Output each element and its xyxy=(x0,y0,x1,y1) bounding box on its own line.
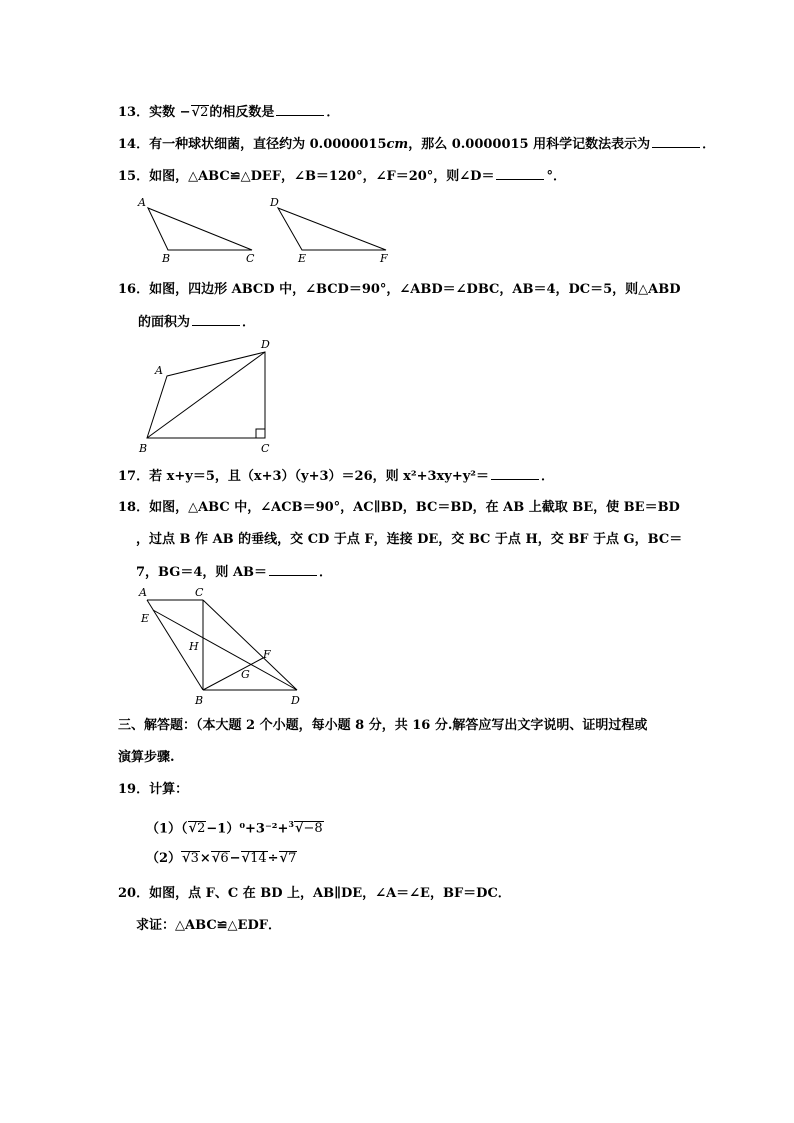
q19-p2-sqrt7: √7 xyxy=(279,851,297,866)
q19-p2-label: （2） xyxy=(146,851,182,866)
section-3-heading xyxy=(118,717,647,735)
question-20-prove xyxy=(136,917,281,935)
q19-p2-sqrt14: √14 xyxy=(241,851,267,866)
question-13 xyxy=(118,103,339,122)
label-c: C xyxy=(195,586,204,599)
question-14 xyxy=(118,135,715,154)
q17-number: 17． xyxy=(118,469,150,484)
q16-line1: 如图，四边形 ABCD 中，∠BCD＝90°，∠ABD＝∠DBC，AB＝4，DC＝5，则△ABD xyxy=(149,282,681,297)
q17-blank xyxy=(491,467,539,480)
triangle-abc xyxy=(148,208,252,250)
q19-number: 19． xyxy=(118,782,150,797)
right-angle-mark xyxy=(256,429,265,438)
q14-number: 14． xyxy=(118,137,150,152)
label-b: B xyxy=(162,252,171,264)
q20-number: 20． xyxy=(118,886,150,901)
q18-line3: 7，BG＝4，则 AB＝ xyxy=(136,565,268,580)
q17-text: 若 x+y＝5，且（x+3）（y+3）＝26，则 x²+3xy+y²＝ xyxy=(149,469,489,484)
q13-pre: 实数 − xyxy=(149,105,191,120)
section-3-line1: 三、解答题：（本大题 2 个小题，每小题 8 分，共 16 分.解答应写出文字说明、证明过程或 xyxy=(118,718,648,733)
q13-sqrt: √2 xyxy=(191,105,209,120)
q13-blank xyxy=(276,103,324,116)
label-b: B xyxy=(139,442,148,455)
label-f: F xyxy=(263,648,271,661)
q14-text: 有一种球状细菌，直径约为 0.0000015 xyxy=(149,137,387,152)
label-h: H xyxy=(189,640,199,653)
question-16 xyxy=(118,281,681,299)
label-a: A xyxy=(139,586,147,599)
q15-blank xyxy=(496,167,544,180)
label-e: E xyxy=(141,612,150,625)
question-18-cont1 xyxy=(136,531,682,549)
label-g: G xyxy=(241,668,250,681)
q19-p1-index: 3 xyxy=(288,819,294,829)
figure-16 xyxy=(135,336,285,458)
q16-number: 16． xyxy=(118,282,150,297)
question-19-part2: （2）√3×√6−√14÷√7 xyxy=(146,851,297,866)
label-c: C xyxy=(261,442,270,455)
triangle-def xyxy=(278,208,386,250)
label-c: C xyxy=(246,252,255,264)
question-18-cont2 xyxy=(136,563,332,582)
q14-unit: cm xyxy=(386,137,409,152)
label-b: B xyxy=(195,694,204,707)
label-d: D xyxy=(291,694,300,707)
question-15 xyxy=(118,167,566,186)
q18-blank xyxy=(269,563,317,576)
label-e: E xyxy=(298,252,307,264)
q14-text2: ，那么 0.0000015 用科学记数法表示为 xyxy=(408,137,651,152)
q19-p1-cbrt: √−8 xyxy=(294,821,323,837)
question-16-cont xyxy=(138,313,255,332)
figure-18 xyxy=(135,584,315,710)
question-17 xyxy=(118,467,554,486)
label-f: F xyxy=(380,252,388,264)
question-19-part1 xyxy=(146,815,324,838)
section-3-heading-cont xyxy=(118,749,175,767)
q20-prove: 求证：△ABC≌△EDF． xyxy=(136,918,281,933)
question-20 xyxy=(118,885,511,903)
diagonal-bd xyxy=(147,352,265,438)
q15-text: 如图，△ABC≌△DEF，∠B＝120°，∠F＝20°，则∠D＝ xyxy=(149,169,495,184)
label-a: A xyxy=(155,364,163,377)
q14-blank xyxy=(652,135,700,148)
q19-p1-rest: −1）⁰+3⁻²+ xyxy=(206,821,289,837)
q19-text: 计算： xyxy=(149,782,189,797)
segment-bf xyxy=(203,658,263,690)
q18-line2: ，过点 B 作 AB 的垂线，交 CD 于点 F，连接 DE，交 BC 于点 H，交 BF 于点 G，BC＝ xyxy=(136,532,683,547)
q13-post: 的相反数是 xyxy=(209,105,275,120)
q19-p1-label: （1）（ xyxy=(146,821,188,837)
q19-p1-sqrt2: √2 xyxy=(188,821,206,837)
question-18 xyxy=(118,499,680,517)
q18-end: ． xyxy=(319,565,333,580)
q19-p2-sqrt3: √3 xyxy=(182,851,199,866)
question-19 xyxy=(118,781,188,799)
q17-end: ． xyxy=(541,469,555,484)
segment-cd xyxy=(203,600,297,690)
q14-end: ． xyxy=(702,137,716,152)
label-a: A xyxy=(138,196,146,209)
q16-blank xyxy=(192,313,240,326)
q15-end: °． xyxy=(546,169,566,184)
q13-number: 13． xyxy=(118,105,150,120)
label-d: D xyxy=(270,196,279,209)
q18-number: 18． xyxy=(118,500,150,515)
q13-end: ． xyxy=(326,105,340,120)
q16-line2: 的面积为 xyxy=(138,315,191,330)
q15-number: 15． xyxy=(118,169,150,184)
q18-line1: 如图，△ABC 中，∠ACB＝90°，AC∥BD，BC＝BD，在 AB 上截取 BE，使 BE＝BD xyxy=(149,500,680,515)
section-3-line2: 演算步骤. xyxy=(118,750,175,765)
q16-end: ． xyxy=(242,315,256,330)
q20-text: 如图，点 F、C 在 BD 上，AB∥DE，∠A＝∠E，BF＝DC． xyxy=(149,886,511,901)
q19-p2-sqrt6: √6 xyxy=(211,851,229,866)
figure-15 xyxy=(130,192,400,264)
label-d: D xyxy=(261,338,270,351)
